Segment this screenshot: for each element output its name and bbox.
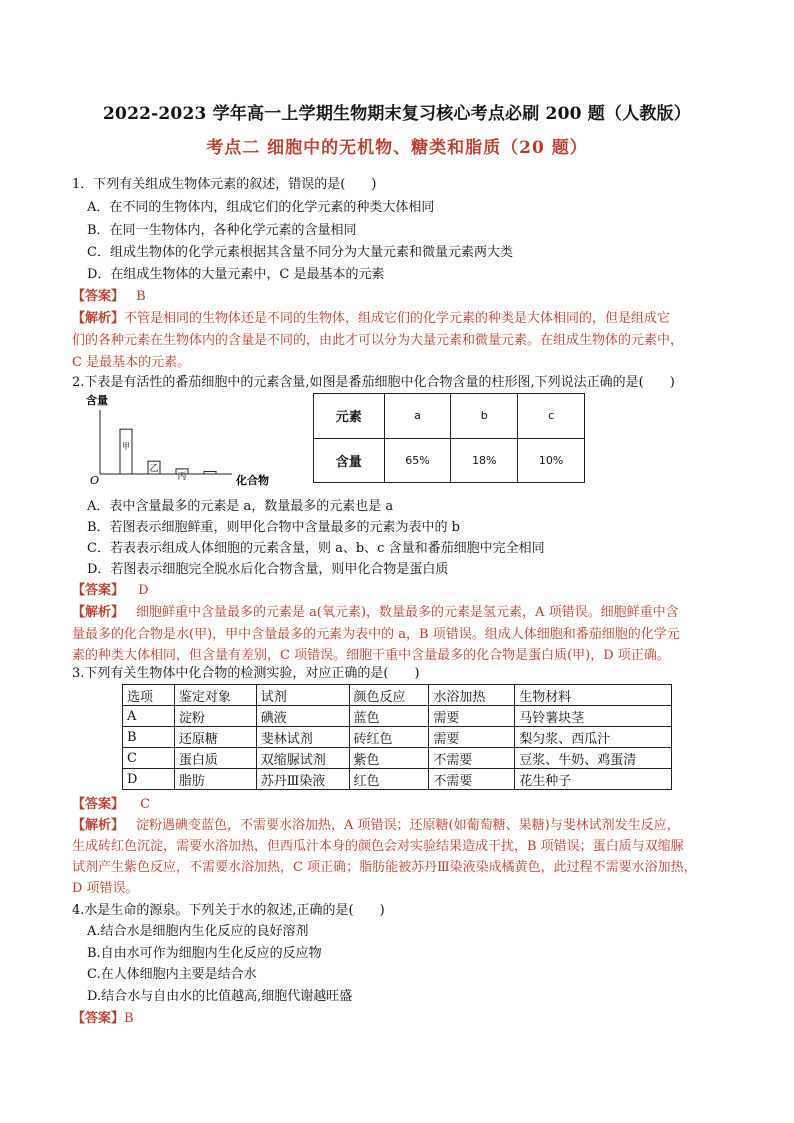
q2-analysis-line-1 xyxy=(72,603,679,623)
q2-answer xyxy=(72,581,149,601)
answer-label: 【答案】 xyxy=(72,797,125,812)
table-cell: 砖红色 xyxy=(349,727,429,748)
table-cell: 苏丹Ⅲ染液 xyxy=(256,769,349,790)
analysis-text: 细胞鲜重中含量最多的元素是 a(氧元素)，数量最多的元素是氢元素，A 项错误。细胞鲜重中含 xyxy=(136,605,679,620)
q4-option-b: B.自由水可作为细胞内生化反应的反应物 xyxy=(87,946,322,961)
q4-stem: 4.水是生命的源泉。下列关于水的叙述,正确的是( ) xyxy=(72,903,385,918)
table-header-cell: 试剂 xyxy=(256,685,349,706)
answer-label: 【答案】 xyxy=(72,583,125,598)
chart-bar-label: 乙 xyxy=(149,464,159,475)
table-cell: a xyxy=(384,394,451,439)
q1-answer xyxy=(72,287,146,307)
table-cell: c xyxy=(518,394,585,439)
answer-label: 【答案】 xyxy=(72,1011,125,1026)
table-cell: b xyxy=(451,394,518,439)
table-cell: 碘液 xyxy=(256,706,349,727)
q1-option-c: C．组成生物体的化学元素根据其含量不同分为大量元素和微量元素两大类 xyxy=(87,245,513,260)
q2-analysis-line-2: 量最多的化合物是水(甲)，甲中含量最多的元素为表中的 a，B 项错误。组成人体细胞和番茄细胞的化学元 xyxy=(72,627,680,642)
chart-ylabel: 含量 xyxy=(86,394,108,407)
table-header-cell: 鉴定对象 xyxy=(174,685,256,706)
table-cell: 18% xyxy=(451,438,518,483)
table-row xyxy=(123,706,672,727)
q3-answer xyxy=(72,795,150,815)
table-cell: 花生种子 xyxy=(515,769,672,790)
q2-option-d: D．若图表示细胞完全脱水后化合物含量，则甲化合物是蛋白质 xyxy=(87,562,449,577)
q1-option-a: A．在不同的生物体内，组成它们的化学元素的种类大体相同 xyxy=(87,200,435,215)
table-cell: D xyxy=(123,769,175,790)
chart-xlabel: 化合物 xyxy=(236,474,269,487)
table-cell: 不需要 xyxy=(429,769,515,790)
table-cell: 蛋白质 xyxy=(174,748,256,769)
table-cell: C xyxy=(123,748,175,769)
q2-option-b: B．若图表示细胞鲜重，则甲化合物中含量最多的元素为表中的 b xyxy=(87,520,461,535)
table-cell: 紫色 xyxy=(349,748,429,769)
table-cell: 马铃薯块茎 xyxy=(515,706,672,727)
q3-analysis-line-4: D 项错误。 xyxy=(72,881,139,896)
q3-analysis-line-3: 试剂产生紫色反应，不需要水浴加热，C 项正确；脂肪能被苏丹Ⅲ染液染成橘黄色，此过程不需要水浴加热， xyxy=(72,860,697,875)
q1-option-b: B．在同一生物体内，各种化学元素的含量相同 xyxy=(87,223,357,238)
table-cell: 淀粉 xyxy=(174,706,256,727)
document-title: 2022-2023 学年高一上学期生物期末复习核心考点必刷 200 题（人教版） xyxy=(103,104,691,124)
q1-analysis-line-1 xyxy=(72,309,670,329)
table-cell: 65% xyxy=(384,438,451,483)
section-title: 考点二 细胞中的无机物、糖类和脂质（20 题） xyxy=(206,138,588,158)
table-row xyxy=(314,438,585,483)
table-cell: 还原糖 xyxy=(174,727,256,748)
table-cell: 需要 xyxy=(429,706,515,727)
table-header-cell: 选项 xyxy=(123,685,175,706)
table-header-cell: 含量 xyxy=(314,438,385,483)
table-cell: 斐林试剂 xyxy=(256,727,349,748)
table-cell: 豆浆、牛奶、鸡蛋清 xyxy=(515,748,672,769)
answer-value: C xyxy=(140,797,151,812)
table-cell: B xyxy=(123,727,175,748)
detection-experiment-table xyxy=(122,684,672,790)
table-row xyxy=(123,727,672,748)
q2-option-c: C．若表表示组成人体细胞的元素含量，则 a、b、c 含量和番茄细胞中完全相同 xyxy=(87,541,545,556)
analysis-text: 不管是相同的生物体还是不同的生物体，组成它们的化学元素的种类是大体相同的，但是组成它 xyxy=(124,311,671,326)
element-content-table xyxy=(313,393,585,483)
table-header-cell: 颜色反应 xyxy=(349,685,429,706)
q2-stem: 2.下表是有活性的番茄细胞中的元素含量,如图是番茄细胞中化合物含量的柱形图,下列说法正确的是( ) xyxy=(72,375,675,390)
compound-bar-chart xyxy=(80,388,280,488)
table-cell: 不需要 xyxy=(429,748,515,769)
q2-analysis-line-3: 素的种类大体相同，但含量有差别，C 项错误。细胞干重中含量最多的化合物是蛋白质(甲)，D 项正确。 xyxy=(72,648,670,663)
table-row xyxy=(314,394,585,439)
q4-option-a: A.结合水是细胞内生化反应的良好溶剂 xyxy=(87,924,309,939)
analysis-label: 【解析】 xyxy=(72,818,125,833)
table-cell: 梨匀浆、西瓜汁 xyxy=(515,727,672,748)
q3-stem: 3.下列有关生物体中化合物的检测实验，对应正确的是( ) xyxy=(72,666,420,681)
table-cell: 脂肪 xyxy=(174,769,256,790)
chart-bar xyxy=(120,429,132,474)
q4-option-c: C.在人体细胞内主要是结合水 xyxy=(87,967,257,982)
answer-value: B xyxy=(136,289,146,304)
q4-answer xyxy=(72,1009,134,1029)
chart-bar-label: 甲 xyxy=(122,442,130,452)
analysis-label: 【解析】 xyxy=(72,311,125,326)
table-cell: 需要 xyxy=(429,727,515,748)
q1-option-d: D．在组成生物体的大量元素中，C 是最基本的元素 xyxy=(87,267,385,282)
table-row xyxy=(123,748,672,769)
q3-analysis-line-1 xyxy=(72,816,680,836)
chart-bar xyxy=(204,471,216,474)
analysis-label: 【解析】 xyxy=(72,605,125,620)
table-cell: 红色 xyxy=(349,769,429,790)
analysis-text: 淀粉遇碘变蓝色，不需要水浴加热，A 项错误；还原糖(如葡萄糖、果糖)与斐林试剂发生反应， xyxy=(136,818,680,833)
table-cell: 蓝色 xyxy=(349,706,429,727)
answer-value: D xyxy=(138,583,149,598)
table-header-cell: 生物材料 xyxy=(515,685,672,706)
table-cell: 10% xyxy=(518,438,585,483)
answer-label: 【答案】 xyxy=(72,289,125,304)
q2-option-a: A．表中含量最多的元素是 a，数量最多的元素也是 a xyxy=(87,499,394,514)
q3-analysis-line-2: 生成砖红色沉淀，需要水浴加热，但西瓜汁本身的颜色会对实验结果造成干扰，B 项错误；蛋白质与双缩脲 xyxy=(72,839,684,854)
answer-value: B xyxy=(124,1011,134,1026)
table-header-cell: 水浴加热 xyxy=(429,685,515,706)
chart-bar-label: 丙 xyxy=(177,471,187,482)
chart-origin-label: O xyxy=(90,474,100,487)
table-cell: 双缩脲试剂 xyxy=(256,748,349,769)
q4-option-d: D.结合水与自由水的比值越高,细胞代谢越旺盛 xyxy=(87,989,353,1004)
table-header-cell: 元素 xyxy=(314,394,385,439)
q1-analysis-line-2: 们的各种元素在生物体内的含量是不同的，由此才可以分为大量元素和微量元素。在组成生物体的元素中， xyxy=(72,333,684,348)
q1-stem: 1．下列有关组成生物体元素的叙述，错误的是( ) xyxy=(72,177,377,192)
table-header-row xyxy=(123,685,672,706)
table-row xyxy=(123,769,672,790)
q1-analysis-line-3: C 是最基本的元素。 xyxy=(72,355,191,370)
table-cell: A xyxy=(123,706,175,727)
